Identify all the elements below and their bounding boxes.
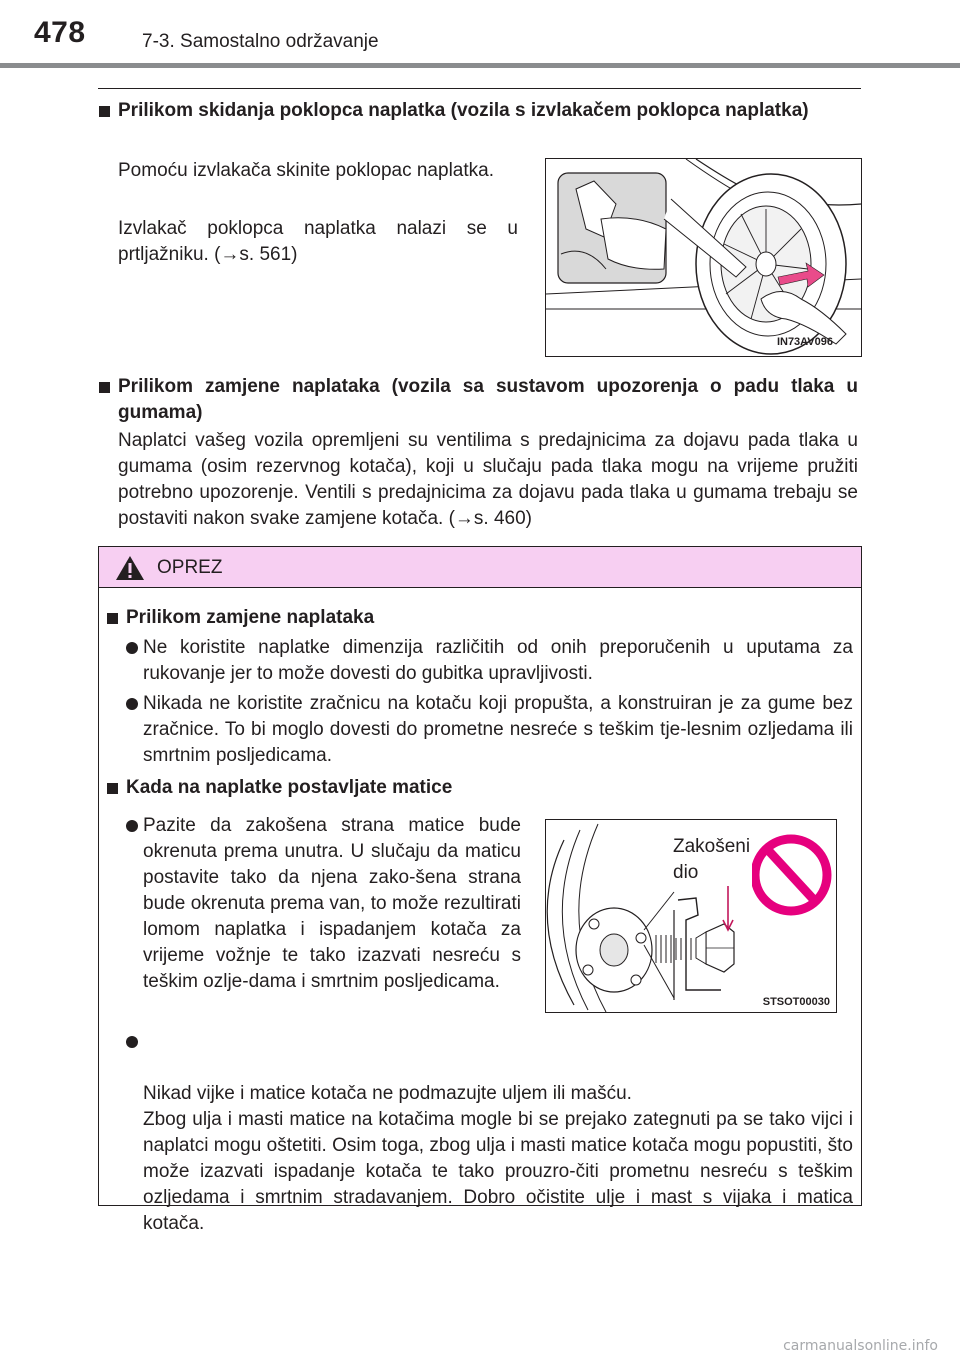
round-bullet-icon [126, 1036, 138, 1048]
chamfer-label [671, 834, 752, 886]
section-heading-tpms [118, 374, 858, 426]
header-rule [0, 63, 960, 68]
caution-bullet-text: Ne koristite naplatke dimenzija različitih od onih preporučenih u uputama za rukovanje jer to može dovesti do gubitka upravljivosti. [143, 637, 853, 684]
caution-bullet-text: Nikada ne koristite zračnicu na kotaču koji propušta, a konstruiran je za gume bez zračnice. To bi moglo dovesti do prometne nesreće s teškim tje-lesnim ozljedama ili smrtnim posljedicama. [143, 693, 853, 766]
square-bullet-icon [99, 382, 110, 393]
section-heading-text: Prilikom zamjene naplataka (vozila sa sustavom upozorenja o padu tlaka u gumama) [118, 376, 858, 423]
caution-bullet [143, 691, 853, 769]
caution-bullet [143, 1029, 853, 1237]
caution-subheading-text: Prilikom zamjene naplataka [126, 607, 375, 628]
watermark: carmanualsonline.info [783, 1338, 938, 1354]
square-bullet-icon [107, 783, 118, 794]
section-heading-hubcap [118, 98, 858, 124]
square-bullet-icon [99, 106, 110, 117]
caution-box [98, 546, 862, 1234]
caution-bullet [143, 813, 521, 995]
caution-header [99, 547, 861, 588]
caution-bullet [143, 635, 853, 687]
warning-triangle-icon [115, 555, 145, 581]
round-bullet-icon [126, 698, 138, 710]
paragraph: Izvlakač poklopca naplatka nalazi se u prtljažniku. (→s. 561) [118, 218, 518, 265]
figure-code: STSOT00030 [762, 996, 830, 1008]
caution-bullet-text: Nikad vijke i matice kotača ne podmazujte uljem ili mašću. Zbog ulja i masti matice na kotačima mogle bi se prejako zategnuti pa se tako vijci i naplatci mogu oštetiti. Osim toga, zbog ulja i masti matice kotača mogu popustiti, što može izazvati ispadanje kotača te tako prouzro-čiti prometnu nesreću s teškim ozljedama i smrtnim stradavanjem. Dobro očistite ulje i mast s vijaka i matica kotača. [143, 1083, 853, 1234]
caution-bullet-text: Pazite da zakošena strana matice bude okrenuta prema unutra. U slučaju da maticu postavite tako da njena zako-šena strana bude okrenuta prema van, to može rezultirati lomom naplatka i ispadanjem kotača za vrijeme vožnje te tako izazvati nesreću s teškim ozlje-dama i smrtnim posljedicama. [143, 815, 521, 992]
round-bullet-icon [126, 820, 138, 832]
page-number: 478 [34, 16, 86, 49]
paragraph: Naplatci vašeg vozila opremljeni su ventilima s predajnicima za dojavu pada tlaka u gumama (osim rezervnog kotača), koji u slučaju pada tlaka mogu na vrijeme pružiti potrebno upozorenje. Ventili s predajnicima za dojavu pada tlaka u gumama trebaju se postaviti nakon svake zamjene kotača. (→s. 460) [118, 430, 858, 529]
figure-code: IN73AV096 [776, 336, 833, 348]
caution-subheading-wheels [126, 605, 846, 631]
chamfer-label-line2: dio [673, 862, 699, 883]
caution-subheading-nuts [126, 775, 846, 801]
caution-title: OPREZ [157, 557, 223, 578]
paragraph: Pomoću izvlakača skinite poklopac naplatka. [118, 160, 494, 181]
divider [98, 88, 861, 89]
chamfer-label-line1: Zakošeni [673, 836, 751, 857]
hubcap-removal-illustration [545, 158, 862, 357]
section-title: 7-3. Samostalno održavanje [142, 31, 379, 52]
square-bullet-icon [107, 613, 118, 624]
section-heading-text: Prilikom skidanja poklopca naplatka (vozila s izvlakačem poklopca naplatka) [118, 100, 809, 121]
hubcap-illustration-svg [546, 159, 861, 356]
caution-subheading-text: Kada na naplatke postavljate matice [126, 777, 453, 798]
lug-nut-illustration [545, 819, 837, 1013]
round-bullet-icon [126, 642, 138, 654]
